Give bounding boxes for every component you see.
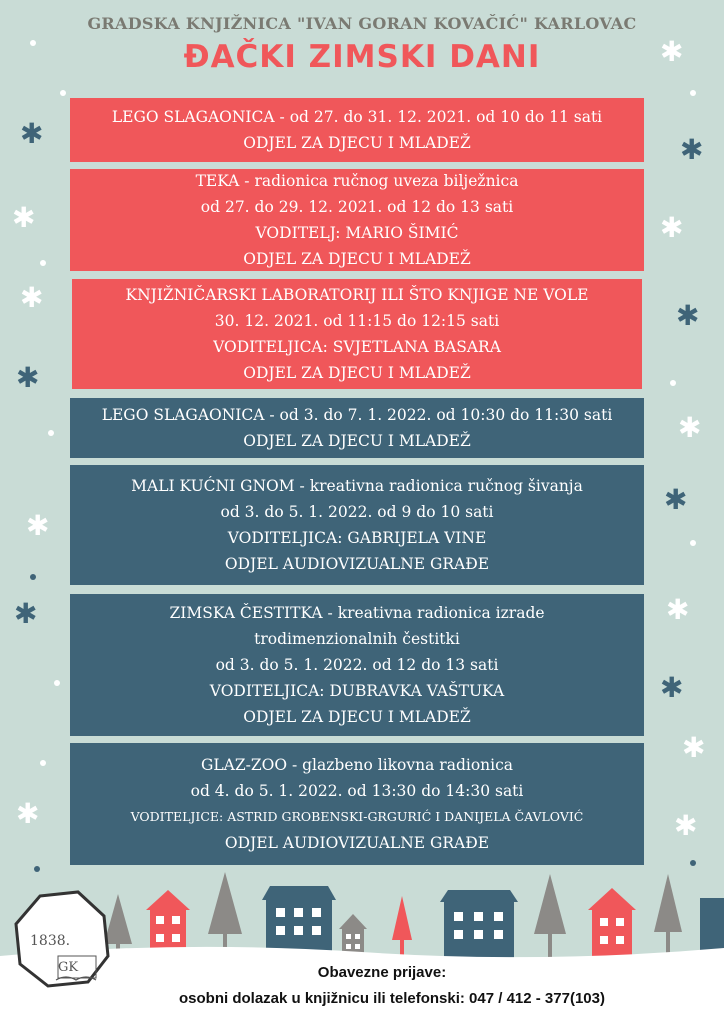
- snow-dot: [670, 380, 676, 386]
- house-icon: [440, 890, 518, 958]
- event-line: LEGO SLAGAONICA - od 27. do 31. 12. 2021. od 10 do 11 sati: [111, 108, 603, 126]
- snow-dot: [48, 430, 54, 436]
- event-card: [70, 594, 644, 736]
- library-name: GRADSKA KNJIŽNICA "IVAN GORAN KOVAČIĆ" KARLOVAC: [87, 14, 637, 33]
- event-line: ODJEL ZA DJECU I MLADEŽ: [243, 708, 471, 726]
- event-line: trodimenzionalnih čestitki: [254, 630, 460, 648]
- event-line: MALI KUĆNI GNOM - kreativna radionica ručnog šivanja: [131, 477, 583, 495]
- event-line: 30. 12. 2021. od 11:15 do 12:15 sati: [214, 312, 500, 330]
- event-card: [70, 398, 644, 458]
- event-card: [70, 169, 644, 271]
- snowflake-icon: ✱: [16, 797, 40, 830]
- registration-heading: Obavezne prijave:: [317, 964, 447, 981]
- event-line: VODITELJICA: DUBRAVKA VAŠTUKA: [209, 682, 505, 700]
- snowflake-icon: ✱: [20, 281, 44, 314]
- snowflake-icon: ✱: [682, 731, 706, 764]
- house-icon: [588, 888, 636, 958]
- snow-dot: [690, 540, 696, 546]
- snowflake-icon: ✱: [664, 483, 688, 516]
- footer: [0, 960, 724, 1012]
- event-line: ZIMSKA ČESTITKA - kreativna radionica izrade: [169, 604, 545, 622]
- event-line: KNJIŽNIČARSKI LABORATORIJ ILI ŠTO KNJIGE NE VOLE: [125, 286, 589, 304]
- event-line: GLAZ-ZOO - glazbeno likovna radionica: [200, 756, 514, 774]
- tree-icon: [392, 896, 412, 956]
- snowflake-icon: ✱: [14, 597, 38, 630]
- event-line: TEKA - radionica ručnog uveza bilježnica: [195, 172, 519, 190]
- snow-dot: [30, 574, 36, 580]
- event-line: od 3. do 5. 1. 2022. od 12 do 13 sati: [215, 656, 499, 674]
- header: [0, 10, 724, 75]
- tree-icon: [208, 872, 242, 958]
- event-line: ODJEL AUDIOVIZUALNE GRAĐE: [224, 555, 490, 573]
- event-line: od 3. do 5. 1. 2022. od 9 do 10 sati: [220, 503, 494, 521]
- event-line: VODITELJICA: GABRIJELA VINE: [227, 529, 487, 547]
- event-line: ODJEL AUDIOVIZUALNE GRAĐE: [224, 834, 490, 852]
- event-line: od 27. do 29. 12. 2021. od 12 do 13 sati: [200, 198, 514, 216]
- snow-dot: [60, 90, 66, 96]
- snow-dot: [690, 90, 696, 96]
- registration-contact: osobni dolazak u knjižnicu ili telefonski: 047 / 412 - 377(103): [179, 990, 605, 1007]
- event-line: ODJEL ZA DJECU I MLADEŽ: [243, 364, 471, 382]
- snowflake-icon: ✱: [660, 671, 684, 704]
- tree-icon: [534, 874, 566, 958]
- snow-dot: [40, 760, 46, 766]
- event-line: VODITELJICA: SVJETLANA BASARA: [213, 338, 501, 356]
- event-line: ODJEL ZA DJECU I MLADEŽ: [243, 134, 471, 152]
- snowflake-icon: ✱: [680, 133, 704, 166]
- event-line: od 4. do 5. 1. 2022. od 13:30 do 14:30 sati: [190, 782, 524, 800]
- event-card: [70, 98, 644, 162]
- event-line: VODITELJ: MARIO ŠIMIĆ: [255, 224, 459, 242]
- event-line: ODJEL ZA DJECU I MLADEŽ: [243, 432, 471, 450]
- logo-year: 1838.: [30, 933, 71, 949]
- snow-dot: [54, 680, 60, 686]
- event-line: ODJEL ZA DJECU I MLADEŽ: [243, 250, 471, 268]
- house-icon: [262, 886, 336, 956]
- snow-dot: [40, 260, 46, 266]
- page-title: ĐAČKI ZIMSKI DANI: [183, 39, 541, 75]
- event-line: LEGO SLAGAONICA - od 3. do 7. 1. 2022. od 10:30 do 11:30 sati: [101, 406, 613, 424]
- snowflake-icon: ✱: [660, 211, 684, 244]
- snowflake-icon: ✱: [676, 299, 700, 332]
- snowflake-icon: ✱: [16, 361, 40, 394]
- event-card: [70, 743, 644, 865]
- snowflake-icon: ✱: [26, 509, 50, 542]
- snowflake-icon: ✱: [12, 201, 36, 234]
- event-line: VODITELJICE: ASTRID GROBENSKI-GRGURIĆ I DANIJELA ČAVLOVIĆ: [130, 809, 584, 824]
- snowflake-icon: ✱: [20, 117, 44, 150]
- event-card: [72, 279, 642, 389]
- snowflake-icon: ✱: [666, 593, 690, 626]
- tree-icon: [654, 874, 682, 954]
- logo-letters: GK: [58, 960, 79, 975]
- snowflake-icon: ✱: [678, 411, 702, 444]
- snowflake-icon: ✱: [674, 809, 698, 842]
- event-card: [70, 465, 644, 585]
- snowflake-icon: ✱: [660, 35, 684, 68]
